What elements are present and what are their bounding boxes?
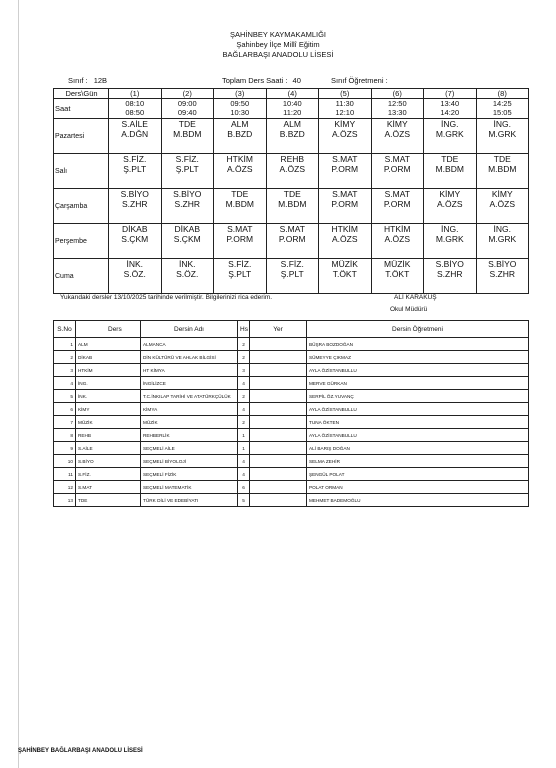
time-cell — [266, 99, 319, 119]
cell-no: 4 — [54, 377, 76, 390]
timetable-header-row — [54, 89, 529, 99]
end-time: 08:50 — [125, 108, 145, 117]
table-row — [54, 351, 529, 364]
cell-ders: İNK. — [76, 390, 141, 403]
lesson-cell — [476, 154, 529, 189]
lesson-teacher: A.ÖZS — [384, 234, 410, 244]
cell-ders: HTKİM — [76, 364, 141, 377]
cell-ders: REHB — [76, 429, 141, 442]
lesson-cell — [476, 224, 529, 259]
table-row — [54, 364, 529, 377]
cell-adi: TÜRK DİLİ VE EDEBİYATI — [141, 494, 238, 507]
end-time: 15:05 — [492, 108, 512, 117]
header-line-3: BAĞLARBAŞI ANADOLU LİSESİ — [222, 50, 334, 59]
lesson-teacher: S.ZHR — [122, 199, 148, 209]
table-row — [54, 416, 529, 429]
cell-yer — [250, 377, 307, 390]
cell-no: 6 — [54, 403, 76, 416]
start-time: 10:40 — [282, 99, 302, 108]
lesson-code: S.BİYO — [488, 259, 517, 269]
lesson-cell — [319, 189, 372, 224]
table-row — [54, 377, 529, 390]
lesson-teacher: P.ORM — [331, 199, 359, 209]
lesson-code: REHB — [280, 154, 305, 164]
end-time: 12:10 — [335, 108, 355, 117]
lesson-code: S.FİZ. — [123, 154, 147, 164]
table-row — [54, 455, 529, 468]
cell-ogretmen: ALİ BARIŞ DOĞAN — [307, 442, 529, 455]
lesson-teacher: M.GRK — [435, 234, 464, 244]
start-time: 09:00 — [177, 99, 197, 108]
lesson-teacher: T.ÖKT — [385, 269, 410, 279]
lesson-code: S.MAT — [384, 154, 410, 164]
total-hours-label: Toplam Ders Saati : — [222, 76, 288, 85]
cell-adi: SEÇMELİ AİLE — [141, 442, 238, 455]
day-row — [54, 224, 529, 259]
cell-no: 11 — [54, 468, 76, 481]
lesson-code: KİMY — [439, 189, 461, 199]
cell-adi: SEÇMELİ MATEMATİK — [141, 481, 238, 494]
period-header: (5) — [319, 89, 372, 99]
cell-hs: 3 — [238, 364, 250, 377]
cell-ogretmen: SERPİL ÖZ.YUVANÇ — [307, 390, 529, 403]
lesson-teacher: A.ÖZS — [489, 199, 515, 209]
day-label: Salı — [54, 154, 109, 189]
lesson-teacher: M.BDM — [488, 164, 517, 174]
lesson-cell — [266, 119, 319, 154]
cell-hs: 2 — [238, 416, 250, 429]
lesson-list-header — [54, 321, 529, 338]
cell-ogretmen: SÜMEYYE ÇIKMAZ — [307, 351, 529, 364]
lesson-teacher: A.ÖZS — [436, 199, 463, 209]
lesson-teacher: P.ORM — [278, 234, 306, 244]
cell-no: 1 — [54, 338, 76, 351]
cell-hs: 4 — [238, 468, 250, 481]
time-cell — [161, 99, 214, 119]
end-time: 09:40 — [177, 108, 197, 117]
lesson-cell — [371, 119, 424, 154]
cell-hs: 1 — [238, 442, 250, 455]
lesson-cell — [319, 224, 372, 259]
cell-no: 5 — [54, 390, 76, 403]
lesson-cell — [161, 224, 214, 259]
lesson-code: S.BİYO — [435, 259, 464, 269]
cell-ders: S.BİYO — [76, 455, 141, 468]
lesson-teacher: A.ÖZS — [226, 164, 253, 174]
corner-cell: Ders\Gün — [54, 89, 109, 99]
lesson-cell — [266, 259, 319, 294]
lesson-code: İNG. — [441, 119, 459, 129]
table-row — [54, 429, 529, 442]
lesson-cell — [266, 154, 319, 189]
lesson-code: İNG. — [493, 224, 511, 234]
class-label: Sınıf : — [68, 76, 88, 85]
lesson-code: ALM — [231, 119, 249, 129]
col-header-yer: Yer — [250, 321, 307, 338]
lesson-teacher: S.ÖZ. — [176, 269, 199, 279]
table-row — [54, 442, 529, 455]
cell-ogretmen: POLAT ORMAN — [307, 481, 529, 494]
cell-adi: SEÇMELİ FİZİK — [141, 468, 238, 481]
cell-ogretmen: BÜŞRA BOZDOĞAN — [307, 338, 529, 351]
lesson-teacher: M.BDM — [435, 164, 464, 174]
cell-ogretmen: AYLA ÖZİSTANBULLU — [307, 403, 529, 416]
lesson-teacher: A.ÖZS — [279, 164, 305, 174]
total-hours-value: 40 — [292, 76, 301, 85]
lesson-code: S.AİLE — [121, 119, 148, 129]
cell-yer — [250, 364, 307, 377]
cell-hs: 6 — [238, 481, 250, 494]
day-row — [54, 189, 529, 224]
time-cell — [424, 99, 477, 119]
cell-adi: REHBERLİK — [141, 429, 238, 442]
lesson-cell — [214, 259, 267, 294]
lesson-cell — [214, 119, 267, 154]
cell-yer — [250, 403, 307, 416]
lesson-cell — [319, 259, 372, 294]
start-time: 13:40 — [440, 99, 460, 108]
cell-ders: KİMY — [76, 403, 141, 416]
time-cell — [476, 99, 529, 119]
lesson-teacher: S.ÇKM — [121, 234, 149, 244]
lesson-code: KİMY — [491, 189, 513, 199]
cell-ders: S.FİZ. — [76, 468, 141, 481]
cell-ogretmen: TUNA ÖKTEN — [307, 416, 529, 429]
cell-yer — [250, 351, 307, 364]
header-line-2: Şahinbey İlçe Millî Eğitim — [236, 40, 320, 49]
header-line-1: ŞAHİNBEY KAYMAKAMLIĞI — [229, 30, 326, 39]
lesson-cell — [109, 189, 162, 224]
lesson-code: KİMY — [386, 119, 408, 129]
lesson-code: S.BİYO — [120, 189, 149, 199]
cell-adi: KİMYA — [141, 403, 238, 416]
lesson-cell — [424, 119, 477, 154]
lesson-teacher: S.ÇKM — [173, 234, 201, 244]
cell-ders: ALM — [76, 338, 141, 351]
cell-adi: MÜZİK — [141, 416, 238, 429]
lesson-cell — [266, 224, 319, 259]
lesson-code: TDE — [231, 189, 249, 199]
cell-no: 2 — [54, 351, 76, 364]
lesson-teacher: S.ZHR — [174, 199, 200, 209]
day-label: Perşembe — [54, 224, 109, 259]
class-value: 12B — [93, 76, 108, 85]
time-row — [54, 99, 529, 119]
cell-ders: İNG. — [76, 377, 141, 390]
period-header: (8) — [476, 89, 529, 99]
table-row — [54, 338, 529, 351]
col-header-ogretmen: Dersin Öğretmeni — [307, 321, 529, 338]
lesson-code: DİKAB — [121, 224, 148, 234]
lesson-code: S.MAT — [332, 189, 358, 199]
total-hours-info — [222, 76, 301, 85]
lesson-teacher: A.ÖZS — [331, 234, 358, 244]
cell-no: 12 — [54, 481, 76, 494]
cell-hs: 5 — [238, 494, 250, 507]
lesson-code: S.MAT — [384, 189, 410, 199]
lesson-code: DİKAB — [174, 224, 200, 234]
page-edge-line — [18, 0, 19, 768]
cell-yer — [250, 494, 307, 507]
end-time: 14:20 — [440, 108, 460, 117]
lesson-cell — [371, 154, 424, 189]
cell-yer — [250, 390, 307, 403]
day-label: Pazartesi — [54, 119, 109, 154]
lesson-teacher: Ş.PLT — [228, 269, 252, 279]
cell-ogretmen: AYLA ÖZİSTANBULLU — [307, 429, 529, 442]
lesson-code: TDE — [178, 119, 196, 129]
table-row — [54, 390, 529, 403]
cell-yer — [250, 442, 307, 455]
lesson-cell — [476, 259, 529, 294]
cell-ders: S.MAT — [76, 481, 141, 494]
lesson-code: TDE — [441, 154, 459, 164]
start-time: 14:25 — [492, 99, 512, 108]
lesson-cell — [424, 259, 477, 294]
lesson-code: S.BİYO — [173, 189, 202, 199]
principal-title: Okul Müdürü — [390, 306, 428, 313]
lesson-code: KİMY — [334, 119, 356, 129]
cell-hs: 4 — [238, 377, 250, 390]
cell-ders: TDE — [76, 494, 141, 507]
lesson-cell — [109, 224, 162, 259]
lesson-cell — [371, 189, 424, 224]
cell-yer — [250, 481, 307, 494]
table-row — [54, 468, 529, 481]
lesson-teacher: M.BDM — [278, 199, 307, 209]
cell-no: 3 — [54, 364, 76, 377]
lesson-teacher: T.ÖKT — [332, 269, 357, 279]
lesson-code: İNG. — [441, 224, 459, 234]
lesson-code: S.MAT — [332, 154, 358, 164]
table-row — [54, 494, 529, 507]
lesson-teacher: B.BZD — [279, 129, 305, 139]
period-header: (1) — [109, 89, 162, 99]
lesson-teacher: P.ORM — [383, 164, 411, 174]
time-cell — [319, 99, 372, 119]
lesson-cell — [161, 259, 214, 294]
lesson-cell — [371, 259, 424, 294]
cell-adi: ALMANCA — [141, 338, 238, 351]
period-header: (7) — [424, 89, 477, 99]
lesson-code: İNK. — [126, 259, 144, 269]
cell-hs: 4 — [238, 403, 250, 416]
col-header-hs: Hs — [238, 321, 250, 338]
lesson-teacher: M.GRK — [488, 234, 517, 244]
lesson-teacher: M.BDM — [225, 199, 254, 209]
lesson-teacher: B.BZD — [227, 129, 253, 139]
lesson-code: HTKİM — [384, 224, 411, 234]
lesson-code: İNK. — [178, 259, 196, 269]
lesson-cell — [371, 224, 424, 259]
cell-hs: 1 — [238, 429, 250, 442]
lesson-teacher: Ş.PLT — [123, 164, 147, 174]
start-time: 12:50 — [387, 99, 407, 108]
period-header: (4) — [266, 89, 319, 99]
period-header: (6) — [371, 89, 424, 99]
cell-no: 9 — [54, 442, 76, 455]
end-time: 10:30 — [230, 108, 250, 117]
lesson-cell — [109, 259, 162, 294]
lesson-teacher: P.ORM — [383, 199, 411, 209]
day-label: Cuma — [54, 259, 109, 294]
lesson-cell — [214, 154, 267, 189]
cell-yer — [250, 338, 307, 351]
cell-ders: DİKAB — [76, 351, 141, 364]
lesson-code: İNG. — [493, 119, 511, 129]
cell-hs: 2 — [238, 338, 250, 351]
lesson-teacher: M.GRK — [488, 129, 517, 139]
lesson-code: S.FİZ. — [280, 259, 304, 269]
lesson-cell — [424, 224, 477, 259]
cell-yer — [250, 455, 307, 468]
principal-name: ALİ KARAKUŞ — [394, 294, 437, 301]
lesson-teacher: P.ORM — [331, 164, 359, 174]
cell-adi: T.C.İNKILAP TARİHİ VE ATATÜRKÇÜLÜK — [141, 390, 238, 403]
lesson-cell — [161, 119, 214, 154]
cell-adi: SEÇMELİ BİYOLOJİ — [141, 455, 238, 468]
lesson-cell — [109, 119, 162, 154]
lesson-code: S.FİZ. — [228, 259, 252, 269]
lesson-code: TDE — [493, 154, 511, 164]
cell-ogretmen: MERVE GÜRKAN — [307, 377, 529, 390]
cell-ogretmen: MEHMET BADEMOĞLU — [307, 494, 529, 507]
start-time: 08:10 — [125, 99, 145, 108]
day-row — [54, 119, 529, 154]
period-header: (2) — [161, 89, 214, 99]
lesson-code: MÜZİK — [331, 259, 358, 269]
lesson-code: S.MAT — [279, 224, 305, 234]
lesson-teacher: A.DĞN — [121, 129, 149, 139]
period-header: (3) — [214, 89, 267, 99]
lesson-teacher: Ş.PLT — [175, 164, 199, 174]
start-time: 11:30 — [335, 99, 354, 108]
col-header-no: S.No — [54, 321, 76, 338]
lesson-cell — [319, 119, 372, 154]
cell-no: 10 — [54, 455, 76, 468]
cell-yer — [250, 429, 307, 442]
day-row — [54, 154, 529, 189]
cell-hs: 2 — [238, 351, 250, 364]
class-info — [68, 76, 107, 85]
lesson-teacher: M.GRK — [435, 129, 464, 139]
footer-school-name: ŞAHİNBEY BAĞLARBAŞI ANADOLU LİSESİ — [18, 748, 143, 754]
lesson-cell — [476, 119, 529, 154]
cell-no: 13 — [54, 494, 76, 507]
table-row — [54, 403, 529, 416]
timetable — [53, 88, 529, 294]
day-row — [54, 259, 529, 294]
time-label: Saat — [54, 99, 109, 119]
lesson-cell — [214, 189, 267, 224]
lesson-teacher: M.BDM — [173, 129, 202, 139]
lesson-teacher: S.ZHR — [489, 269, 515, 279]
time-cell — [214, 99, 267, 119]
cell-adi: DİN KÜLTÜRÜ VE AHLAK BİLGİSİ — [141, 351, 238, 364]
lesson-code: TDE — [283, 189, 301, 199]
col-header-adi: Dersin Adı — [141, 321, 238, 338]
lesson-cell — [161, 154, 214, 189]
cell-no: 7 — [54, 416, 76, 429]
cell-ders: S.AİLE — [76, 442, 141, 455]
lesson-code: HTKİM — [226, 154, 253, 164]
lesson-cell — [161, 189, 214, 224]
time-cell — [109, 99, 162, 119]
lesson-teacher: Ş.PLT — [280, 269, 304, 279]
end-time: 11:20 — [283, 108, 302, 117]
cell-ders: MÜZİK — [76, 416, 141, 429]
lesson-cell — [266, 189, 319, 224]
table-row — [54, 481, 529, 494]
time-cell — [371, 99, 424, 119]
lesson-cell — [476, 189, 529, 224]
lesson-code: HTKİM — [331, 224, 358, 234]
lesson-cell — [214, 224, 267, 259]
cell-no: 8 — [54, 429, 76, 442]
col-header-ders: Ders — [76, 321, 141, 338]
lesson-code: ALM — [283, 119, 301, 129]
lesson-list-table — [53, 320, 529, 507]
lesson-code: S.MAT — [227, 224, 253, 234]
day-label: Çarşamba — [54, 189, 109, 224]
cell-yer — [250, 416, 307, 429]
cell-hs: 4 — [238, 455, 250, 468]
cell-ogretmen: SELMA ZEHİR — [307, 455, 529, 468]
lesson-cell — [109, 154, 162, 189]
cell-hs: 2 — [238, 390, 250, 403]
lesson-cell — [424, 154, 477, 189]
class-teacher-label: Sınıf Öğretmeni : — [331, 76, 388, 85]
lesson-teacher: S.ÖZ. — [123, 269, 146, 279]
cell-adi: HT KİMYA — [141, 364, 238, 377]
lesson-teacher: A.ÖZS — [384, 129, 410, 139]
cell-ogretmen: ŞENGÜL POLAT — [307, 468, 529, 481]
lesson-teacher: S.ZHR — [437, 269, 463, 279]
lesson-cell — [319, 154, 372, 189]
note-text: Yukarıdaki dersler 13/10/2025 tarihinde verilmiştir. Bilgilerinizi rica ederim. — [60, 294, 273, 301]
end-time: 13:30 — [387, 108, 407, 117]
cell-ogretmen: AYLA ÖZİSTANBULLU — [307, 364, 529, 377]
cell-yer — [250, 468, 307, 481]
lesson-teacher: P.ORM — [226, 234, 254, 244]
lesson-code: S.FİZ. — [175, 154, 199, 164]
start-time: 09:50 — [230, 99, 250, 108]
cell-adi: İNGİLİZCE — [141, 377, 238, 390]
lesson-code: MÜZİK — [384, 259, 411, 269]
lesson-cell — [424, 189, 477, 224]
lesson-teacher: A.ÖZS — [331, 129, 358, 139]
